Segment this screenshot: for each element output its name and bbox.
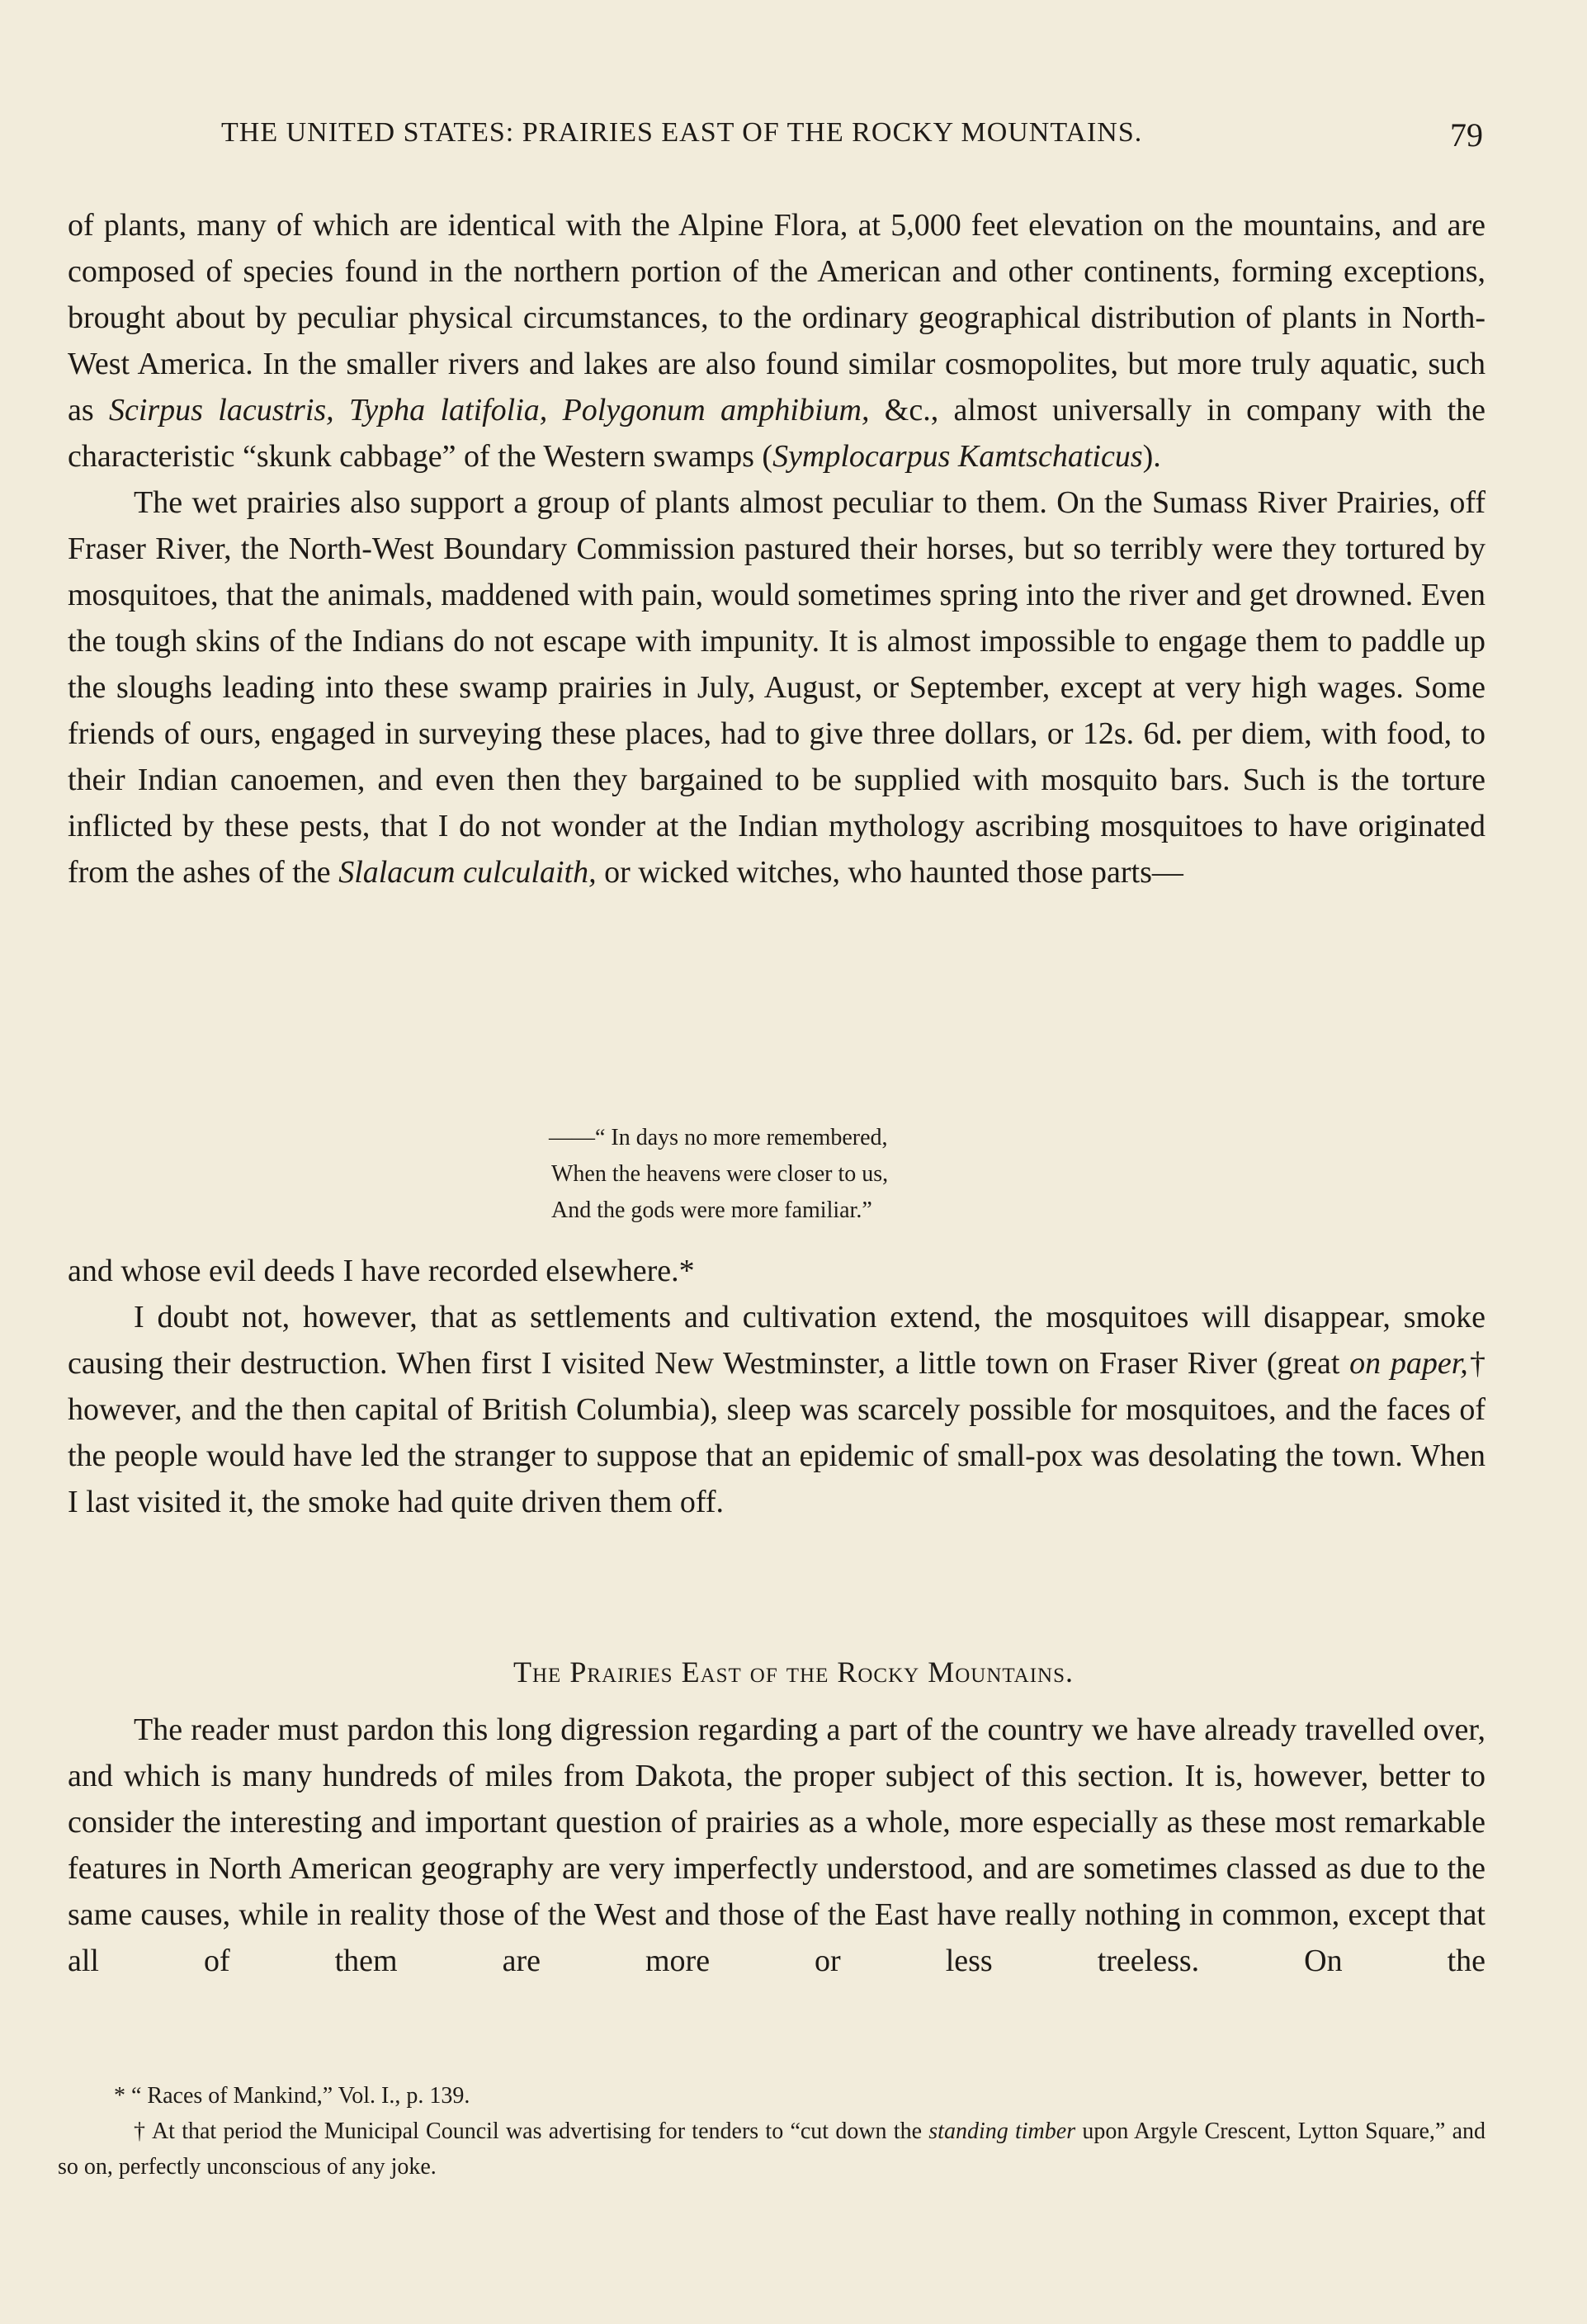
body-block-middle: [68, 1248, 1485, 1525]
body-block-upper: [68, 202, 1485, 895]
verse-line: And the gods were more familiar.”: [551, 1197, 872, 1223]
footnote-2: [58, 2114, 1485, 2185]
paragraph-text: or wicked witches, who haunted those parts—: [596, 855, 1183, 890]
species-name: Symplocarpus Kamtschaticus: [772, 439, 1143, 474]
paragraph-mosquitoes: [68, 479, 1485, 895]
paragraph-text: &c., almost universally in company with the characteristic “skunk cabbage” of the Western swamps (: [68, 393, 1486, 474]
emphasis-text: on paper,: [1349, 1346, 1468, 1381]
verse-line: When the heavens were closer to us,: [551, 1161, 889, 1187]
running-head: THE UNITED STATES: PRAIRIES EAST OF THE ROCKY MOUNTAINS.: [221, 117, 1143, 148]
paragraph-evil-deeds: and whose evil deeds I have recorded elsewhere.*: [68, 1254, 695, 1288]
paragraph-digression: The reader must pardon this long digression regarding a part of the country we have already travelled over, and which is many hundreds of miles from Dakota, the proper subject of this section. It is, however, better to consider the interesting and important question of prairies as a whole, more especially as these most remarkable features in North American geography are very imperfectly understood, and are sometimes classed as due to the same causes, while in reality those of the West and those of the East have really nothing in common, except that all of them are more or less treeless. On the: [68, 1712, 1485, 1978]
verse-line: ——“ In days no more remembered,: [549, 1125, 888, 1150]
paragraph-text: The wet prairies also support a group of plants almost peculiar to them. On the Sumass River Prairies, off Fraser River, the North-West Boundary Commission pastured their horses, but so terribly were they tortured by mosquitoes, that the animals, maddened with pain, would sometimes spring into the river and get drowned. Even the tough skins of the Indians do not escape with impunity. It is almost impossible to engage them to paddle up the sloughs leading into these swamp prairies in July, August, or September, except at very high wages. Some friends of ours, engaged in surveying these places, had to give three dollars, or 12s. 6d. per diem, with food, to their Indian canoemen, and even then they bargained to be supplied with mosquito bars. Such is the torture inflicted by these pests, that I do not wonder at the Indian mythology ascribing mosquitoes to have originated from the ashes of the: [68, 485, 1485, 890]
footnote-text: upon Argyle Crescent, Lytton Square,” and so on, perfectly unconscious of any joke.: [58, 2119, 1485, 2180]
footnote-1: * “ Races of Mankind,” Vol. I., p. 139.: [114, 2083, 470, 2109]
verse-quotation: [549, 1120, 888, 1229]
paragraph-text: ).: [1142, 439, 1161, 474]
paragraph-settlements: [68, 1294, 1485, 1525]
page-number: 79: [1450, 116, 1483, 154]
indian-term: Slalacum culculaith,: [338, 855, 597, 890]
paragraph-text: † however, and the then capital of British Columbia), sleep was scarcely possible for mosquitoes, and the faces of the people would have led the stranger to suppose that an epidemic of small-pox was desolating the town. When I last visited it, the smoke had quite driven them off.: [68, 1346, 1486, 1519]
footnote-emphasis: standing timber: [928, 2119, 1076, 2144]
paragraph-text: of plants, many of which are identical with the Alpine Flora, at 5,000 feet elevation on the mountains, and are composed of species found in the northern portion of the American and other continents, forming exceptions, brought about by peculiar physical circumstances, to the ordinary geographical distribution of plants in North-West America. In the smaller rivers and lakes are also found similar cosmopolites, but more truly aquatic, such as: [68, 208, 1485, 427]
paragraph-text: I doubt not, however, that as settlements and cultivation extend, the mosquitoes will disappear, smoke causing their destruction. When first I visited New Westminster, a little town on Fraser River (great: [68, 1300, 1485, 1381]
footnote-text: † At that period the Municipal Council was advertising for tenders to “cut down the: [134, 2119, 929, 2144]
section-heading: The Prairies East of the Rocky Mountains.: [513, 1656, 1074, 1689]
species-names: Scirpus lacustris, Typha latifolia, Polygonum amphibium,: [108, 393, 870, 427]
paragraph-plants: [68, 202, 1485, 479]
body-block-lower: [68, 1707, 1485, 1984]
footnotes: [58, 2078, 1485, 2185]
